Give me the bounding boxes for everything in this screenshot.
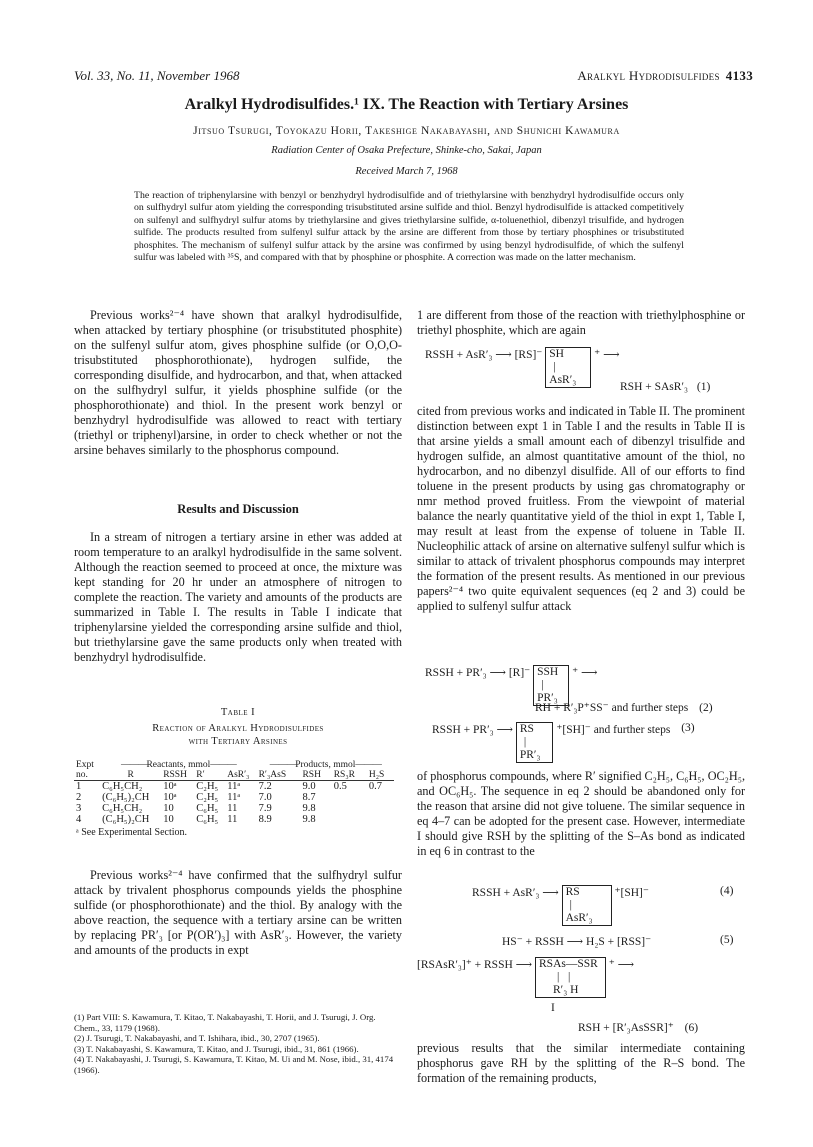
- cell: [367, 803, 394, 814]
- eq3-bracket-close: [548, 722, 553, 763]
- eq2-main: RSSH + PR′₃ ⟶ [R]⁻: [425, 667, 531, 679]
- eq6-tail: ⁺ ⟶: [608, 959, 635, 971]
- equation-4: [472, 885, 649, 926]
- group-products-label: Products, mmol: [295, 760, 356, 770]
- footnote-2: (2) J. Tsurugi, T. Nakabayashi, and T. Ishihara, ibid., 30, 2707 (1965).: [74, 1033, 320, 1043]
- eq3-main: RSSH + PR′₃ ⟶: [432, 724, 513, 736]
- continued-paragraph-2: cited from previous works and indicated in Table II. The prominent distinction between expt 1 in Table I and the results in Table II is that arsine yields a small amount each of dibenzyl trisulfide and hydrogen sulfide, an almost quantitative amount of the thiol, no hydrocarbon, and no dibenzyl disulfide. All of our efforts to find toluene in the present products by using gas chromatography or nmr method proved fruitless. From the viewpoint of material balance the nearly quantitative yield of the thiol in expt 1, Table I, may result at least from the expense of toluene in Table II. Nucleophilic attack of arsine on alternative sulfenyl sulfur which is similar to attack of trivalent phosphorus compounds may interpret the formation of the present results. As mentioned in our previous papers²⁻⁴ two quite equivalent sequences (eq 2 and 3) could be applied to sulfenyl sulfur attack: [417, 404, 746, 613]
- eq4-inner-bottom: AsR′₃: [565, 912, 593, 924]
- cell: C₂H₅: [196, 781, 219, 792]
- cell: 7.9: [258, 803, 272, 814]
- table-grid: [74, 760, 394, 825]
- col-rsh: RSH: [302, 770, 321, 780]
- col-expt-2: no.: [76, 770, 88, 780]
- eq3-number: (3): [681, 722, 695, 734]
- table-footnote: ᵃ See Experimental Section.: [76, 827, 188, 838]
- footnote-1: (1) Part VIII: S. Kawamura, T. Kitao, T. Nakabayashi, T. Horii, and J. Tsurugi, J. Org. Chem., 33, 1179 (1968).: [74, 1012, 376, 1033]
- cell: 11: [227, 814, 238, 825]
- col-rprime: R′: [196, 770, 205, 780]
- left-column-discussion: [74, 868, 402, 958]
- footnote-4: (4) T. Nakabayashi, J. Tsurugi, S. Kawamura, T. Kitao, M. Ui and M. Nose, ibid., 31, 4174 (1966).: [74, 1054, 394, 1075]
- equation-6-line2: [578, 1020, 698, 1034]
- eq2-tail: ⁺ ⟶: [572, 667, 598, 679]
- col-h2s: H₂S: [368, 770, 385, 780]
- eq1-bond: |: [553, 361, 556, 373]
- cell: 2: [76, 792, 82, 803]
- eq4-number: (4): [720, 885, 734, 897]
- cell: 7.0: [258, 792, 272, 803]
- table-label: Table I: [220, 707, 256, 718]
- table-caption-line2: with Tertiary Arsines: [188, 736, 288, 747]
- eq2-line2: RH + R′₃P⁺SS⁻ and further steps: [535, 702, 689, 714]
- right-column-p3: [417, 769, 745, 859]
- cell: [332, 792, 367, 803]
- cell: 1: [76, 781, 82, 792]
- col-asr3: AsR′₃: [227, 770, 250, 780]
- cell: C₆H₅: [196, 803, 219, 814]
- cell: [367, 814, 394, 825]
- cell: 10ᵃ: [163, 781, 177, 792]
- eq4-main: RSSH + AsR′₃ ⟶: [472, 887, 559, 899]
- table-row: [74, 792, 394, 803]
- eq1-main: RSSH + AsR′₃ ⟶ [RS]⁻: [425, 349, 543, 361]
- eq1-inner-bottom: AsR′₃: [549, 374, 577, 386]
- eq2-inner-bottom: PR′₃: [537, 692, 558, 704]
- eq1-tail: ⁺ ⟶: [594, 349, 620, 361]
- cell: [332, 803, 367, 814]
- cell: (C₆H₅)₂CH: [102, 792, 150, 803]
- cell: [332, 814, 367, 825]
- abstract: The reaction of triphenylarsine with benzyl or benzhydryl hydrodisulfide and of triethylarsine with benzhydryl hydrodisulfide occurs only on sulfhydryl sulfur atom yielding the corresponding trisubstituted arsine sulfide and thiol. Benzyl hydrodisulfide is attacked competitively on sulfenyl and sulfhydryl sulfur atoms by triethylarsine and gives triethylarsine sulfide, α-toluenethiol, dibenzyl trisulfide, and hydrogen sulfide. The products resulted from sulfenyl sulfur attack by the arsine are different from those by tertiary phosphines or trisubstituted phosphites. The mechanism of sulfenyl sulfur attack by the arsine was confirmed by using benzyl hydrodisulfide, of which the sulfenyl sulfur was labeled with ³⁵S, and compared with that by phosphine or phosphite. A correction was made on the latter mechanism.: [134, 190, 684, 264]
- eq3-tail: ⁺[SH]⁻ and further steps: [556, 724, 671, 736]
- right-column-p4: [417, 1041, 745, 1086]
- table-caption-line1: Reaction of Aralkyl Hydrodisulfides: [152, 723, 324, 734]
- table-group-header: [74, 760, 394, 770]
- table-row: [74, 803, 394, 814]
- eq6-main: [RSAsR′₃]⁺ + RSSH ⟶: [417, 959, 533, 971]
- cell: 9.8: [302, 803, 316, 814]
- cell: 0.7: [368, 781, 382, 792]
- cell: C₆H₅CH₂: [102, 803, 143, 814]
- cell: 7.2: [258, 781, 272, 792]
- group-reactants-label: Reactants, mmol: [146, 760, 211, 770]
- cell: 4: [76, 814, 82, 825]
- cell: 11: [227, 803, 238, 814]
- equation-2-line2: [535, 700, 713, 714]
- eq6-bracket-close: [601, 957, 606, 998]
- cell: C₆H₅: [196, 814, 219, 825]
- eq4-inner-top: RS: [565, 886, 580, 898]
- eq6-inner-bottom: R′₃ H: [553, 984, 579, 996]
- table-row: [74, 814, 394, 825]
- cell: 9.8: [302, 814, 316, 825]
- col-rssh: RSSH: [163, 770, 187, 780]
- col-rs3r: RS₃R: [333, 770, 355, 780]
- eq6-bracket: [535, 957, 601, 998]
- eq3-bracket: [516, 722, 549, 763]
- eq6-number: (6): [684, 1022, 699, 1034]
- eq2-bond: |: [541, 679, 544, 691]
- equation-3: [432, 722, 695, 763]
- discussion-paragraph: Previous works²⁻⁴ have confirmed that the sulfhydryl sulfur attack by trivalent phosphorus compounds yields the phosphine sulfide (or phosphorothionate) and the thiol. By analogy with the above reaction, the sequence with a tertiary arsine can be written by replacing PR′₃ [or P(OR′)₃] with AsR′₃. However, the variety and amounts of the products in expt: [74, 868, 402, 957]
- eq3-inner-top: RS: [519, 723, 534, 735]
- cell: 0.5: [333, 781, 347, 792]
- cell: 9.0: [302, 781, 316, 792]
- left-column-intro: [74, 308, 402, 458]
- page-number: 4133: [725, 68, 753, 83]
- footnotes: [74, 1012, 402, 1075]
- group-products: ———Products, mmol———: [269, 760, 381, 770]
- running-head-title: Aralkyl Hydrodisulfides: [577, 68, 720, 83]
- cell: 8.7: [302, 792, 316, 803]
- table-row: [74, 781, 394, 793]
- cell: 11ᵃ: [227, 792, 241, 803]
- eq5-number: (5): [720, 934, 734, 946]
- eq1-bracket: [545, 347, 586, 388]
- cell: (C₆H₅)₂CH: [102, 814, 150, 825]
- cell: C₂H₅: [196, 792, 219, 803]
- group-reactants: ———Reactants, mmol———: [120, 760, 236, 770]
- eq3-bond: |: [523, 736, 527, 748]
- eq2-inner-top: SSH: [537, 666, 559, 678]
- eq1-inner-top: SH: [549, 348, 564, 360]
- running-head-right: [577, 68, 753, 84]
- cell: 10: [163, 803, 174, 814]
- eq3-inner-bottom: PR′₃: [519, 749, 541, 761]
- eq6-intermediate-label: I: [551, 1002, 555, 1014]
- affiliation: Radiation Center of Osaka Prefecture, Shinke-cho, Sakai, Japan: [271, 145, 542, 156]
- equation-5: HS⁻ + RSSH ⟶ H₂S + [RSS]⁻: [502, 936, 652, 948]
- eq2-number: (2): [699, 702, 713, 714]
- continued-paragraph-3: of phosphorus compounds, where R′ signified C₂H₅, C₆H₅, OC₂H₅, and OC₆H₅. The sequence in eq 2 should be abandoned only for the reason that arsine did not give toluene. The similar sequence in eq 4–7 can be adopted for the present case. However, intermediate I should give RSH by the splitting of the S–As bond as indicated in eq 6 in contrast to the: [417, 769, 745, 858]
- article-title: Aralkyl Hydrodisulfides.¹ IX. The Reaction with Tertiary Arsines: [184, 96, 629, 113]
- footnote-3: (3) T. Nakabayashi, S. Kawamura, T. Kitao, and J. Tsurugi, ibid., 31, 861 (1966).: [74, 1043, 359, 1054]
- cell: 8.9: [258, 814, 272, 825]
- right-column-p2: [417, 404, 745, 614]
- continued-paragraph-4: previous results that the similar intermediate containing phosphorus gave RH by the splitting of the R–S bond. The formation of the remaining products,: [417, 1041, 745, 1085]
- equation-1-line2: [620, 381, 710, 393]
- col-expt-1: Expt: [76, 760, 94, 770]
- eq4-tail: ⁺[SH]⁻: [614, 887, 649, 899]
- equation-6: [417, 957, 634, 998]
- continued-paragraph: 1 are different from those of the reaction with triethylphosphine or triethyl phosphite, which are again: [417, 308, 745, 337]
- eq1-number: (1): [696, 381, 711, 393]
- col-r3ass: R′₃AsS: [258, 770, 287, 780]
- intro-paragraph: Previous works²⁻⁴ have shown that aralkyl hydrodisulfide, when attacked by tertiary phosphine (or trisubstituted phosphite) on the sulfenyl sulfur atom, gives phosphine sulfide (or O,O,O-trisubstituted phosphorothionate), hydrogen sulfide, the corresponding disulfide, and hydrocarbon, and that, when attacked on the sulfhydryl sulfur, it yields phosphine sulfide (or the phosphorothionate) and thiol. In the present work benzyl or benzhydryl hydrodisulfide was allowed to react with tertiary (triethyl or triphenyl)arsine, in order to check whether or not the arsine behaves similarly to the phosphorus compound.: [74, 308, 402, 457]
- cell: 11ᵃ: [227, 781, 241, 792]
- running-head-left: Vol. 33, No. 11, November 1968: [74, 68, 240, 83]
- eq6-line2: RSH + [R′₃AsSSR]⁺: [578, 1022, 674, 1034]
- eq4-bracket-close: [607, 885, 612, 926]
- eq6-bond: | |: [557, 971, 571, 983]
- section-heading: Results and Discussion: [177, 502, 299, 516]
- cell: 10ᵃ: [163, 792, 177, 803]
- left-column-results: [74, 530, 402, 665]
- received-date: Received March 7, 1968: [355, 166, 458, 177]
- eq1-bracket-close: [586, 347, 591, 388]
- eq1-line2: RSH + SAsR′₃: [620, 381, 688, 393]
- cell: 10: [163, 814, 174, 825]
- table-column-header: [74, 770, 394, 781]
- cell: C₆H₅CH₂: [102, 781, 143, 792]
- cell: [367, 792, 394, 803]
- author-list: Jitsuo Tsurugi, Toyokazu Horii, Takeshige Nakabayashi, and Shunichi Kawamura: [193, 125, 620, 137]
- eq6-inner-top: RSAs—SSR: [539, 958, 598, 970]
- col-r: R: [127, 770, 134, 780]
- table-caption: [74, 707, 402, 747]
- eq4-bond: |: [569, 899, 572, 911]
- results-paragraph: In a stream of nitrogen a tertiary arsine in ether was added at room temperature to an aralkyl hydrodisulfide in the same solvent. Although the reaction seemed to proceed at once, the mixture was kept standing for 20 hr under an atmosphere of nitrogen to complete the reaction. The variety and amounts of the products are summarized in Table I. The results in Table I indicate that triphenylarsine yielded the corresponding arsine sulfide and thiol, but triethylarsine gave the same products only when treated with benzhydryl hydrodisulfide.: [74, 530, 402, 664]
- eq4-bracket: [562, 885, 607, 926]
- table-1: [74, 760, 402, 838]
- cell: 3: [76, 803, 82, 814]
- right-column-p1: [417, 308, 745, 338]
- equation-1: [425, 347, 620, 388]
